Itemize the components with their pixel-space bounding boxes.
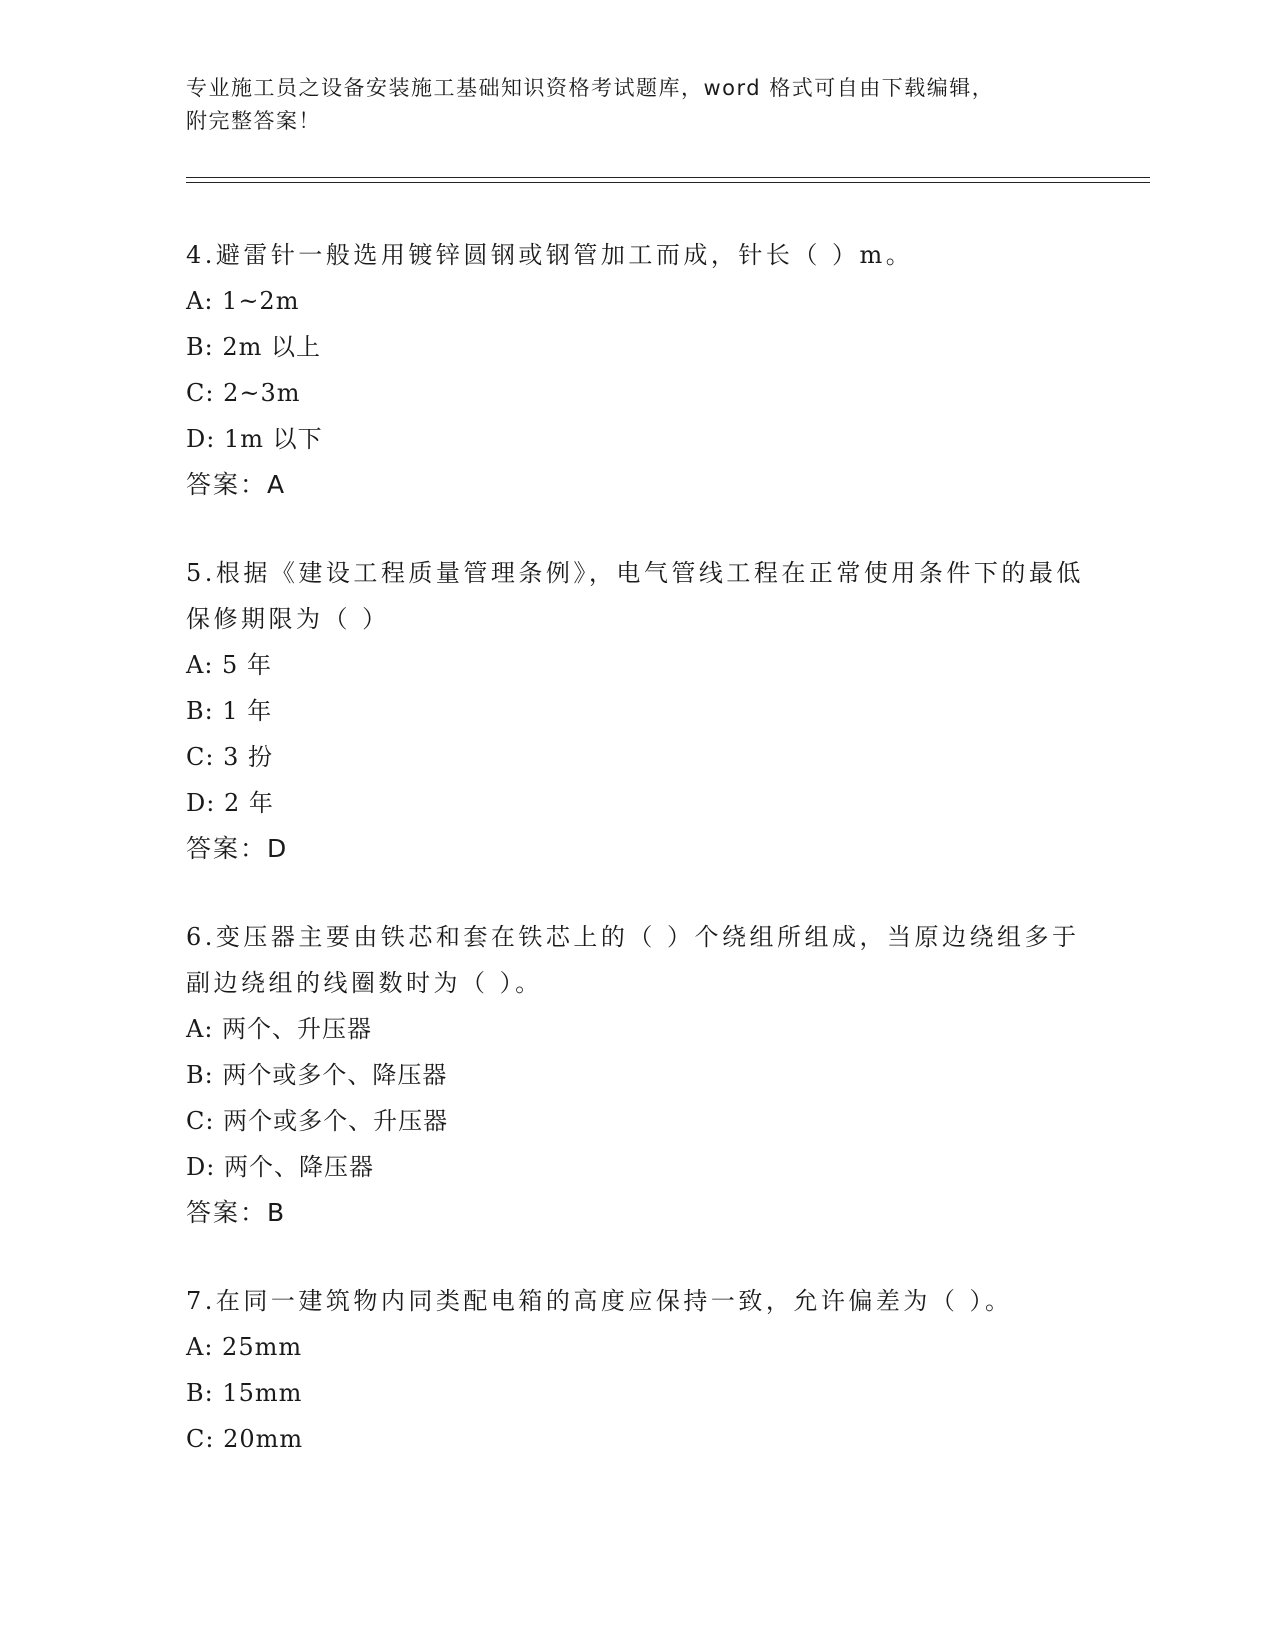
question-4	[186, 232, 1086, 508]
option-c: C: 2~3m	[186, 379, 301, 407]
option-d: D: 两个、降压器	[186, 1153, 374, 1181]
answer-label: 答案：D	[186, 834, 289, 863]
option-a: A: 两个、升压器	[186, 1015, 373, 1043]
question-7	[186, 1278, 1086, 1462]
question-stem: 6.变压器主要由铁芯和套在铁芯上的（ ）个绕组所组成，当原边绕组多于副边绕组的线圈数时为（ ）。	[186, 923, 1080, 997]
option-c: C: 两个或多个、升压器	[186, 1107, 449, 1135]
answer-label: 答案：A	[186, 470, 287, 499]
option-b: B: 1 年	[186, 697, 273, 725]
option-b: B: 2m 以上	[186, 333, 322, 361]
header-line-1: 专业施工员之设备安装施工基础知识资格考试题库，word 格式可自由下载编辑，	[186, 76, 995, 100]
option-c: C: 3 扮	[186, 743, 273, 771]
question-6	[186, 914, 1086, 1236]
option-d: D: 2 年	[186, 789, 274, 817]
question-list	[186, 232, 1086, 1504]
header-divider-bottom	[186, 182, 1150, 183]
option-b: B: 两个或多个、降压器	[186, 1061, 448, 1089]
question-stem: 7.在同一建筑物内同类配电箱的高度应保持一致，允许偏差为（ ）。	[186, 1287, 1013, 1315]
answer-label: 答案：B	[186, 1198, 287, 1227]
option-d: D: 1m 以下	[186, 425, 323, 453]
question-stem: 5.根据《建设工程质量管理条例》，电气管线工程在正常使用条件下的最低保修期限为（ ）	[186, 559, 1084, 633]
header-divider-top	[186, 177, 1150, 178]
option-c: C: 20mm	[186, 1425, 304, 1453]
option-a: A: 5 年	[186, 651, 272, 679]
header-line-2: 附完整答案！	[186, 109, 321, 133]
question-stem: 4.避雷针一般选用镀锌圆钢或钢管加工而成，针长（ ）m。	[186, 241, 914, 269]
question-5	[186, 550, 1086, 872]
option-b: B: 15mm	[186, 1379, 303, 1407]
option-a: A: 1~2m	[186, 287, 300, 315]
option-a: A: 25mm	[186, 1333, 303, 1361]
document-header	[186, 72, 1086, 138]
